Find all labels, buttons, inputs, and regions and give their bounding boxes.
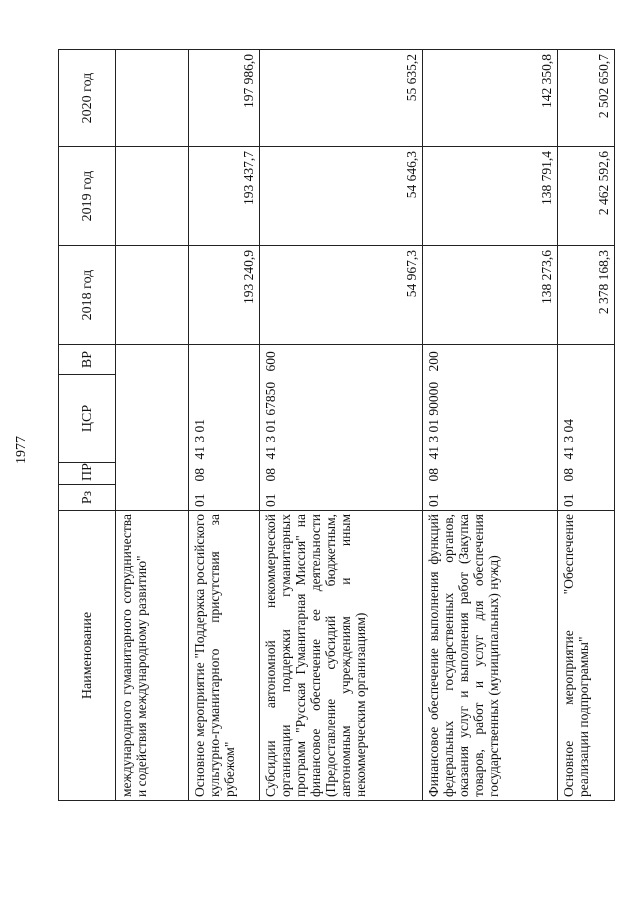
- header-2018: 2018 год: [59, 246, 116, 345]
- row-2020: 197 986,0: [189, 50, 260, 147]
- table-row: [116, 50, 189, 801]
- row-csr: 41 3 01 90000: [423, 375, 558, 463]
- row-vr: [558, 345, 615, 375]
- row-rz: 01: [189, 485, 260, 511]
- table-row: [423, 50, 558, 801]
- header-2019: 2019 год: [59, 147, 116, 246]
- row-name: Основное мероприятие "Обеспечение реализации подпрограммы": [558, 511, 615, 801]
- table-row: [189, 50, 260, 801]
- budget-table: [58, 49, 615, 801]
- row-rz: 01: [260, 485, 423, 511]
- row-2020: 142 350,8: [423, 50, 558, 147]
- row-pr: 08: [423, 463, 558, 485]
- row-name: Субсидии автономной некоммерческой организации поддержки гуманитарных программ "Русская Гуманитарная Миссия" на финансовое обеспечение ее деятельности (Предоставление субсидий бюджетным, автономным учреждениям и иным некоммерческим организациям): [260, 511, 423, 801]
- row-vr: 200: [423, 345, 558, 375]
- table-header-row: [59, 50, 116, 801]
- row-pr: [116, 463, 189, 485]
- row-rz: 01: [558, 485, 615, 511]
- row-2018: [116, 246, 189, 345]
- header-rz: Рз: [59, 485, 116, 511]
- table-row: [558, 50, 615, 801]
- header-name: Наименование: [59, 511, 116, 801]
- row-2019: 193 437,7: [189, 147, 260, 246]
- header-csr: ЦСР: [59, 375, 116, 463]
- header-pr: ПР: [59, 463, 116, 485]
- row-2019: 2 462 592,6: [558, 147, 615, 246]
- row-pr: 08: [558, 463, 615, 485]
- row-2018: 138 273,6: [423, 246, 558, 345]
- row-rz: 01: [423, 485, 558, 511]
- row-vr: 600: [260, 345, 423, 375]
- row-name: Финансовое обеспечение выполнения функций федеральных государственных органов, оказания услуг и выполнения работ (Закупка товаров, работ и услуг для обеспечения государственных (муниципальных) нужд): [423, 511, 558, 801]
- row-rz: [116, 485, 189, 511]
- row-vr: [189, 345, 260, 375]
- row-csr: 41 3 01 67850: [260, 375, 423, 463]
- row-pr: 08: [189, 463, 260, 485]
- header-2020: 2020 год: [59, 50, 116, 147]
- row-csr: 41 3 04: [558, 375, 615, 463]
- row-2019: 138 791,4: [423, 147, 558, 246]
- table-row: [260, 50, 423, 801]
- row-2020: 2 502 650,7: [558, 50, 615, 147]
- row-2018: 2 378 168,3: [558, 246, 615, 345]
- row-name: международного гуманитарного сотрудничества и содействия международному развитию": [116, 511, 189, 801]
- row-vr: [116, 345, 189, 375]
- row-2019: 54 646,3: [260, 147, 423, 246]
- row-csr: 41 3 01: [189, 375, 260, 463]
- row-csr: [116, 375, 189, 463]
- page-number: 1977: [14, 436, 29, 464]
- row-2018: 193 240,9: [189, 246, 260, 345]
- row-name: Основное мероприятие "Поддержка российского культурно-гуманитарного присутствия за рубежом": [189, 511, 260, 801]
- row-2020: [116, 50, 189, 147]
- header-vr: ВР: [59, 345, 116, 375]
- row-2020: 55 635,2: [260, 50, 423, 147]
- row-2019: [116, 147, 189, 246]
- row-2018: 54 967,3: [260, 246, 423, 345]
- row-pr: 08: [260, 463, 423, 485]
